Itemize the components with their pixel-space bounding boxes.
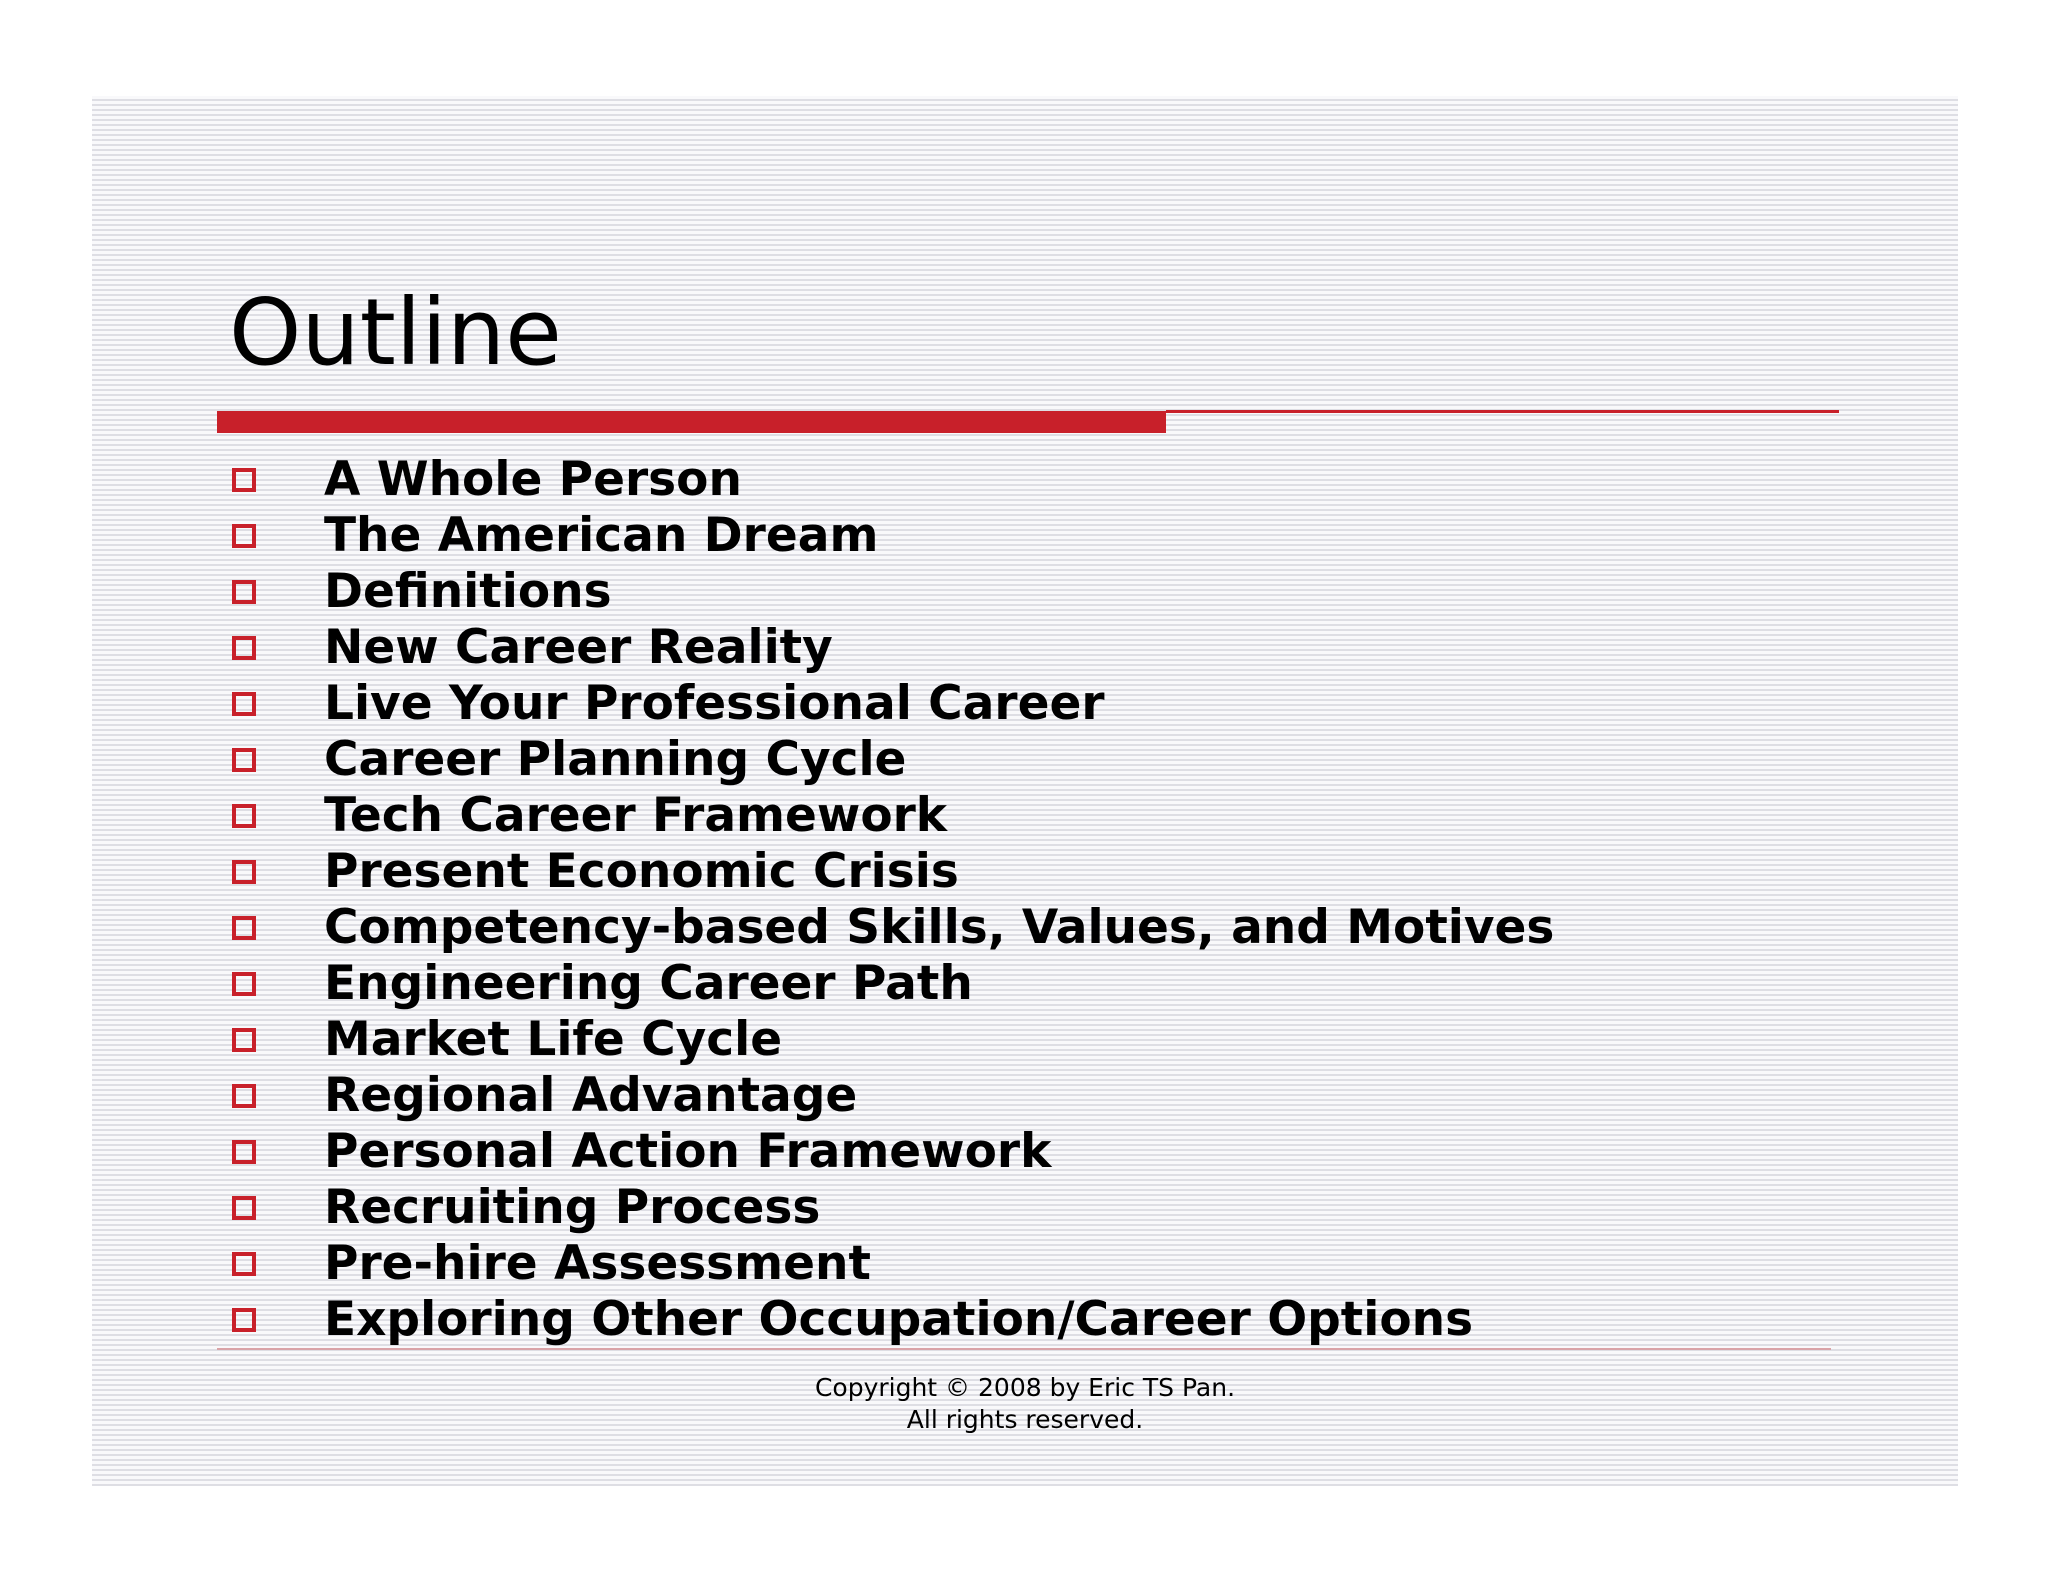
- square-bullet-icon: [232, 1252, 256, 1276]
- outline-item: [232, 1180, 1554, 1236]
- outline-item-label: A Whole Person: [324, 452, 742, 507]
- outline-item: [232, 732, 1554, 788]
- square-bullet-icon: [232, 1028, 256, 1052]
- square-bullet-icon: [232, 1196, 256, 1220]
- square-bullet-icon: [232, 1140, 256, 1164]
- outline-item: [232, 1012, 1554, 1068]
- title-underline-thin: [1166, 410, 1839, 413]
- outline-list: [232, 452, 1554, 1348]
- outline-item-label: Personal Action Framework: [324, 1124, 1052, 1179]
- square-bullet-icon: [232, 804, 256, 828]
- square-bullet-icon: [232, 916, 256, 940]
- outline-item: [232, 1124, 1554, 1180]
- square-bullet-icon: [232, 524, 256, 548]
- title-underline-thick: [217, 411, 1166, 433]
- square-bullet-icon: [232, 1084, 256, 1108]
- outline-item-label: Tech Career Framework: [324, 788, 948, 843]
- outline-item-label: New Career Reality: [324, 620, 833, 675]
- outline-item: [232, 788, 1554, 844]
- square-bullet-icon: [232, 1308, 256, 1332]
- outline-item-label: Recruiting Process: [324, 1180, 821, 1235]
- outline-item-label: Definitions: [324, 564, 612, 619]
- outline-item: [232, 956, 1554, 1012]
- outline-item-label: Exploring Other Occupation/Career Options: [324, 1292, 1474, 1347]
- square-bullet-icon: [232, 860, 256, 884]
- outline-item-label: Career Planning Cycle: [324, 732, 907, 787]
- footer-divider: [217, 1348, 1831, 1350]
- square-bullet-icon: [232, 468, 256, 492]
- outline-item-label: Live Your Professional Career: [324, 676, 1105, 731]
- outline-item: [232, 844, 1554, 900]
- outline-item: [232, 900, 1554, 956]
- outline-item-label: Engineering Career Path: [324, 956, 973, 1011]
- outline-item-label: The American Dream: [324, 508, 879, 563]
- square-bullet-icon: [232, 972, 256, 996]
- outline-item-label: Regional Advantage: [324, 1068, 858, 1123]
- outline-item: [232, 620, 1554, 676]
- square-bullet-icon: [232, 636, 256, 660]
- outline-item: [232, 564, 1554, 620]
- outline-item: [232, 452, 1554, 508]
- square-bullet-icon: [232, 580, 256, 604]
- slide-title: Outline: [229, 279, 562, 386]
- outline-item: [232, 676, 1554, 732]
- outline-item-label: Present Economic Crisis: [324, 844, 959, 899]
- copyright-line: Copyright © 2008 by Eric TS Pan.: [814, 1373, 1236, 1402]
- outline-item: [232, 1236, 1554, 1292]
- outline-item: [232, 1292, 1554, 1348]
- copyright-footer: [92, 1372, 1958, 1436]
- outline-item: [232, 508, 1554, 564]
- outline-item-label: Market Life Cycle: [324, 1012, 783, 1067]
- outline-item: [232, 1068, 1554, 1124]
- rights-line: All rights reserved.: [906, 1405, 1144, 1434]
- square-bullet-icon: [232, 692, 256, 716]
- outline-item-label: Competency-based Skills, Values, and Motives: [324, 900, 1555, 955]
- square-bullet-icon: [232, 748, 256, 772]
- outline-item-label: Pre-hire Assessment: [324, 1236, 871, 1291]
